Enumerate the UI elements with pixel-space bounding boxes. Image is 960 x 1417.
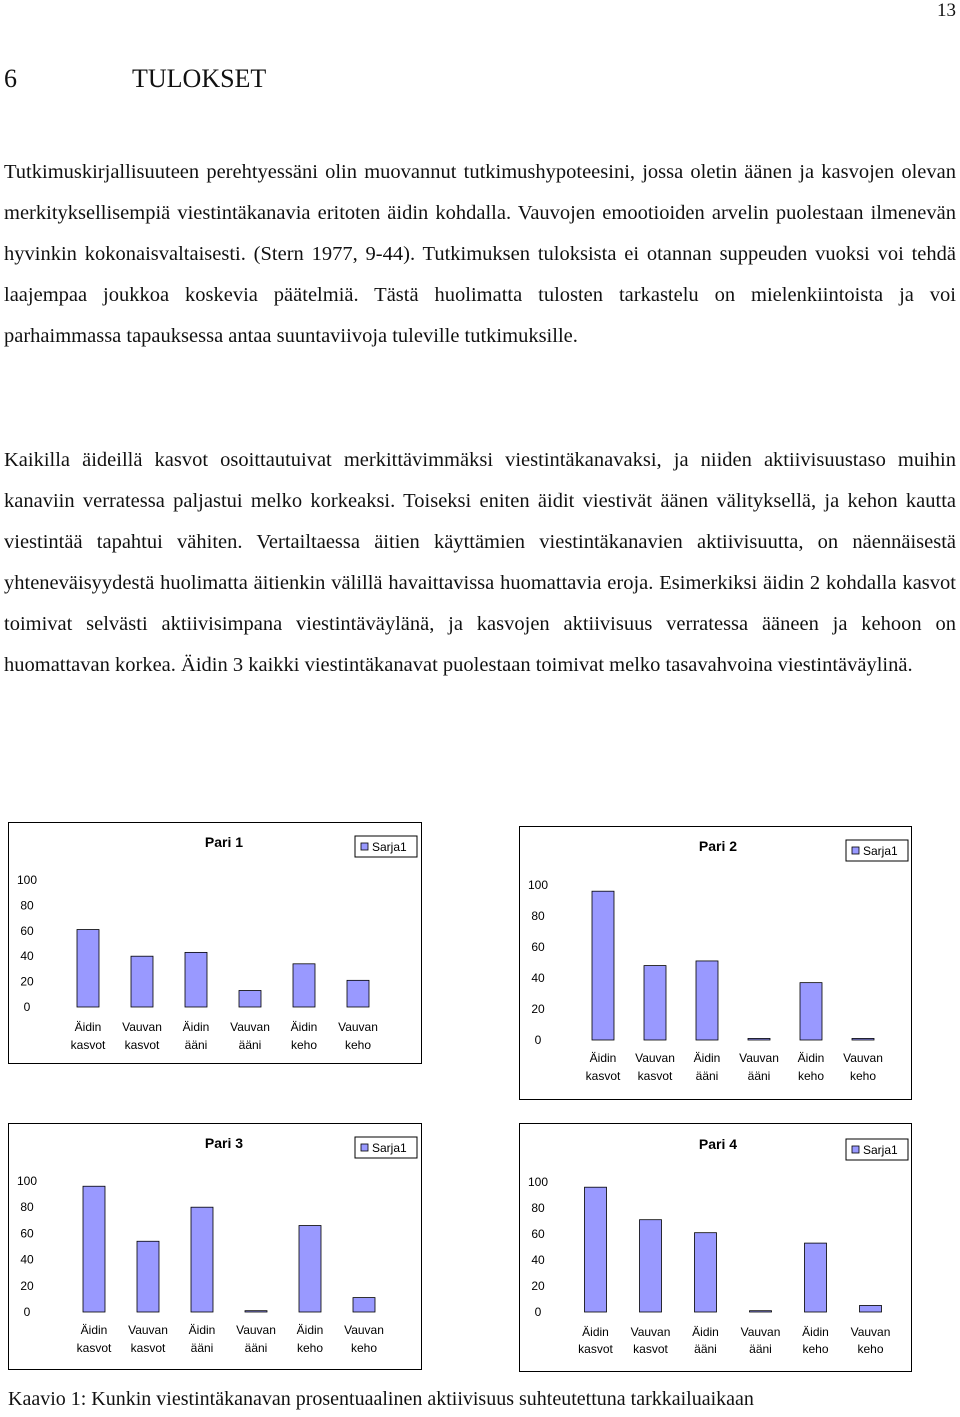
x-tick-label: Vauvan	[338, 1020, 378, 1034]
bar-5	[805, 1243, 827, 1312]
legend-label: Sarja1	[372, 840, 407, 854]
x-tick-label: kasvot	[633, 1342, 668, 1356]
y-tick-label: 40	[20, 1252, 34, 1267]
bar-6	[852, 1038, 874, 1040]
legend-label: Sarja1	[372, 1141, 407, 1155]
chart-title: Pari 1	[204, 834, 244, 850]
x-tick-label: kasvot	[637, 1069, 673, 1083]
x-tick-label: keho	[857, 1342, 884, 1356]
x-tick-label: ääni	[238, 1038, 262, 1052]
legend-label: Sarja1	[863, 1143, 898, 1157]
x-tick-label: ääni	[184, 1038, 208, 1052]
x-tick-label: Vauvan	[740, 1325, 781, 1339]
y-tick-label: 60	[20, 923, 34, 938]
x-tick-label: Äidin	[692, 1325, 719, 1339]
x-tick-label: Äidin	[589, 1051, 617, 1065]
paragraph-2: Kaikilla äideillä kasvot osoittautuivat merkittävimmäksi viestintäkanavaksi, ja niiden aktiivisuustaso muihin kanaviin verratessa paljastui melko korkeaksi. Toiseksi eniten äidit viestivät äänen välityksellä, ja kehon kautta viestintää tapahtui vähiten. Vertailtaessa äitien käyttämien viestintäkanavien aktiivisuutta, on näennäisestä yhteneväisyydestä huolimatta äitienkin välillä havaittavissa huomattavia eroja. Esimerkiksi äidin 2 kohdalla kasvot toimivat selvästi aktiivisimpana viestintäväylänä, ja kasvojen aktiivisuus verratessa ääneen ja kehoon on huomattavan korkea. Äidin 3 kaikki viestintäkanavat puolestaan toimivat melko tasavahvoina viestintäväylinä.	[4, 449, 956, 676]
y-tick-label: 20	[531, 1279, 545, 1293]
y-tick-label: 60	[531, 940, 545, 954]
y-tick-label: 80	[531, 1201, 545, 1215]
x-tick-label: ääni	[747, 1069, 771, 1083]
x-tick-label: kasvot	[578, 1342, 613, 1356]
y-tick-label: 40	[531, 1253, 545, 1267]
bar-2	[644, 966, 666, 1040]
x-tick-label: Vauvan	[344, 1323, 384, 1337]
chart-pari-1	[8, 822, 422, 1064]
bar-1	[77, 930, 99, 1007]
x-tick-label: Äidin	[296, 1323, 324, 1337]
legend-swatch	[361, 843, 368, 850]
bar-1	[592, 891, 614, 1040]
y-tick-label: 80	[20, 898, 34, 913]
legend-label: Sarja1	[863, 844, 898, 858]
x-tick-label: Äidin	[693, 1051, 721, 1065]
chart-pari-4	[519, 1123, 912, 1372]
legend-swatch	[361, 1144, 368, 1151]
y-tick-label: 100	[527, 1175, 549, 1189]
bar-5	[293, 964, 315, 1007]
x-tick-label: ääni	[190, 1341, 214, 1355]
chart-pari-2	[519, 826, 912, 1100]
x-tick-label: ääni	[694, 1342, 717, 1356]
x-tick-label: ääni	[749, 1342, 772, 1356]
x-tick-label: Äidin	[188, 1323, 216, 1337]
bar-2	[137, 1241, 159, 1312]
bar-5	[800, 983, 822, 1040]
x-tick-label: Vauvan	[122, 1020, 162, 1034]
legend-swatch	[852, 847, 859, 854]
bar-4	[239, 990, 261, 1007]
chart-svg	[9, 1124, 421, 1369]
section-heading	[4, 64, 266, 94]
x-tick-label: Vauvan	[739, 1051, 779, 1065]
x-tick-label: Vauvan	[843, 1051, 883, 1065]
y-tick-label: 60	[531, 1227, 545, 1241]
x-tick-label: Äidin	[582, 1325, 609, 1339]
paragraph-1: Tutkimuskirjallisuuteen perehtyessäni olin muovannut tutkimushypoteesini, jossa oletin äänen ja kasvojen olevan merkityksellisempiä viestintäkanavia eritoten äidin kohdalla. Vauvojen emootioiden arvelin puolestaan ilmenevän hyvinkin kokonaisvaltaisesti. (Stern 1977, 9-44). Tutkimuksen tuloksista ei otannan suppeuden vuoksi voi tehdä laajempaa joukkoa koskevia päätelmiä. Tästä huolimatta tulosten tarkastelu on mielenkiintoista ja voi parhaimmassa tapauksessa antaa suuntaviivoja tuleville tutkimuksille.	[4, 161, 956, 347]
chart-svg	[520, 1124, 911, 1371]
bar-4	[748, 1038, 770, 1040]
bar-2	[131, 956, 153, 1007]
bar-5	[299, 1226, 321, 1312]
x-tick-label: keho	[344, 1038, 372, 1052]
figure-caption: Kaavio 1: Kunkin viestintäkanavan prosentuaalinen aktiivisuus suhteutettuna tarkkailuaikaan	[8, 1388, 754, 1410]
bar-6	[860, 1306, 882, 1313]
x-tick-label: Äidin	[74, 1020, 102, 1034]
bar-6	[353, 1298, 375, 1312]
bar-3	[695, 1233, 717, 1312]
y-tick-label: 80	[531, 909, 545, 923]
chart-svg	[9, 823, 421, 1063]
x-tick-label: keho	[290, 1038, 318, 1052]
page-number: 13	[937, 0, 956, 21]
x-tick-label: ääni	[695, 1069, 719, 1083]
bar-4	[750, 1311, 772, 1312]
chart-pari-3	[8, 1123, 422, 1370]
y-tick-label: 20	[20, 974, 34, 989]
bar-1	[83, 1186, 105, 1312]
x-tick-label: keho	[296, 1341, 324, 1355]
x-tick-label: ääni	[244, 1341, 268, 1355]
chart-svg	[520, 827, 911, 1099]
y-tick-label: 0	[23, 1305, 31, 1319]
x-tick-label: Äidin	[80, 1323, 108, 1337]
y-tick-label: 100	[16, 1174, 38, 1188]
x-tick-label: Vauvan	[635, 1051, 675, 1065]
x-tick-label: Vauvan	[230, 1020, 270, 1034]
x-tick-label: Äidin	[182, 1020, 210, 1034]
section-number: 6	[4, 64, 17, 93]
bar-3	[191, 1207, 213, 1312]
x-tick-label: Vauvan	[128, 1323, 168, 1337]
y-tick-label: 20	[20, 1278, 34, 1293]
bar-3	[185, 952, 207, 1007]
y-tick-label: 40	[531, 971, 545, 985]
chart-title: Pari 4	[698, 1136, 738, 1152]
chart-title: Pari 2	[698, 838, 738, 854]
x-tick-label: Äidin	[797, 1051, 825, 1065]
y-tick-label: 0	[23, 1000, 31, 1014]
bar-1	[585, 1187, 607, 1312]
x-tick-label: Vauvan	[630, 1325, 671, 1339]
legend-swatch	[852, 1146, 859, 1153]
y-tick-label: 20	[531, 1002, 545, 1016]
y-tick-label: 100	[527, 878, 549, 892]
x-tick-label: Äidin	[290, 1020, 318, 1034]
x-tick-label: kasvot	[124, 1038, 160, 1052]
x-tick-label: Vauvan	[850, 1325, 891, 1339]
bar-6	[347, 980, 369, 1007]
x-tick-label: keho	[802, 1342, 829, 1356]
x-tick-label: kasvot	[70, 1038, 106, 1052]
y-tick-label: 60	[20, 1226, 34, 1241]
section-title: TULOKSET	[132, 64, 267, 93]
y-tick-label: 100	[16, 873, 38, 887]
bar-3	[696, 961, 718, 1040]
x-tick-label: kasvot	[585, 1069, 621, 1083]
bar-2	[640, 1220, 662, 1312]
x-tick-label: Äidin	[802, 1325, 829, 1339]
x-tick-label: kasvot	[76, 1341, 112, 1355]
chart-title: Pari 3	[204, 1135, 244, 1151]
x-tick-label: keho	[797, 1069, 825, 1083]
x-tick-label: keho	[350, 1341, 378, 1355]
y-tick-label: 0	[534, 1033, 542, 1047]
y-tick-label: 40	[20, 949, 34, 964]
x-tick-label: Vauvan	[236, 1323, 276, 1337]
x-tick-label: keho	[849, 1069, 877, 1083]
y-tick-label: 0	[534, 1305, 542, 1319]
y-tick-label: 80	[20, 1200, 34, 1215]
x-tick-label: kasvot	[130, 1341, 166, 1355]
bar-4	[245, 1311, 267, 1312]
